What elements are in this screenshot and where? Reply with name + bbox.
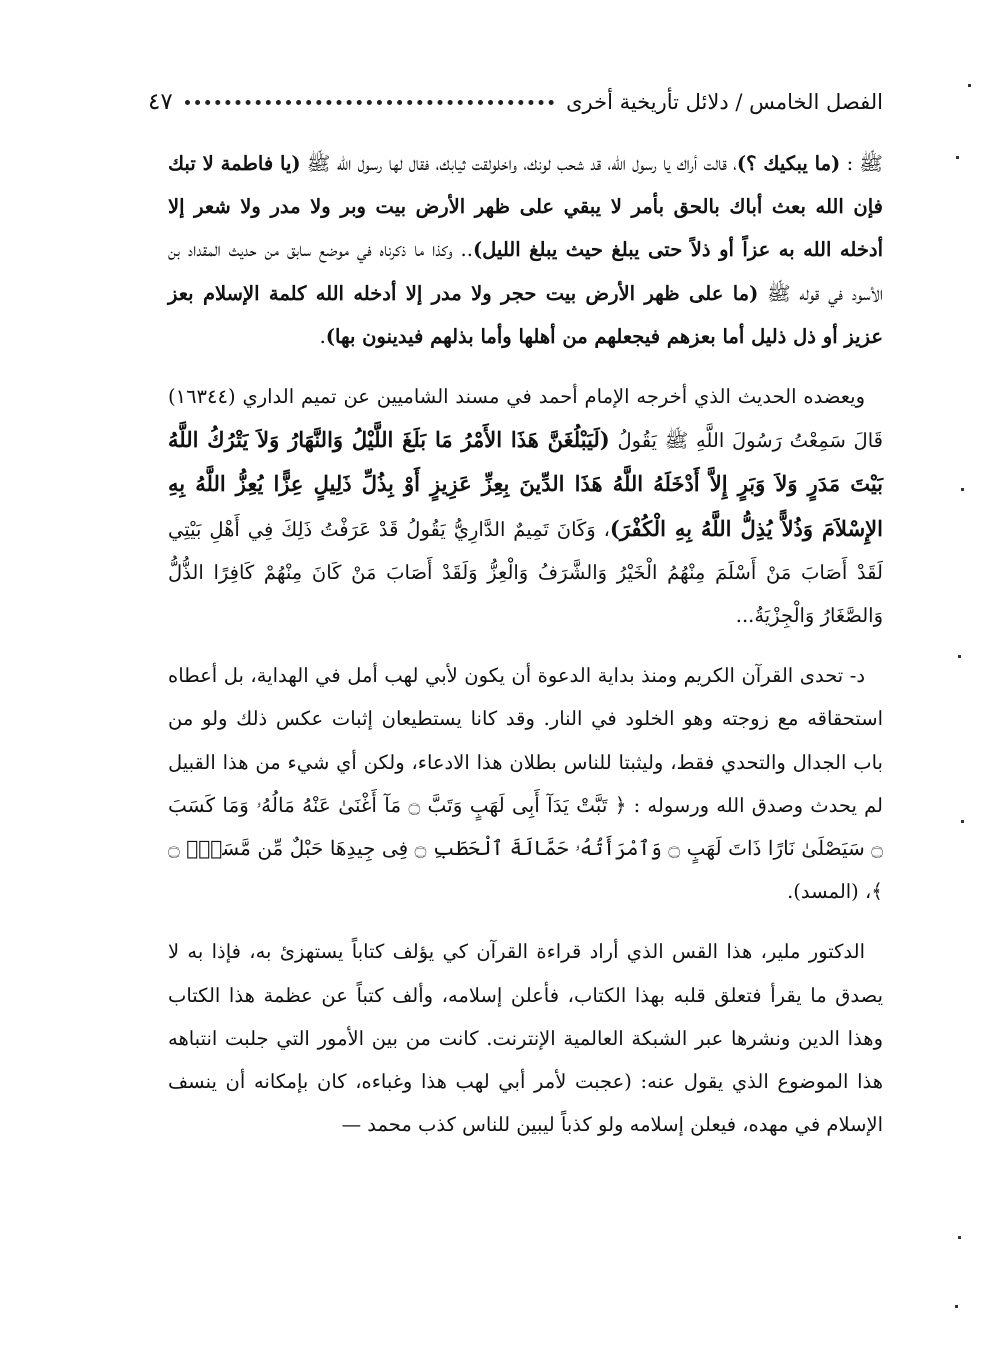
p1-hadith-fatima: (يا فاطمة لا تبك فإن الله بعث أباك بالحق بأمر لا يبقي على ظهر الأرض بيت وبر ولا مدر ولا شعر إلا أدخله الله به عزاً أو ذلاً حتى يبلغ حيث يبلغ الليل)	[168, 152, 883, 262]
p1-hadith-miqdad: (ما على ظهر الأرض بيت حجر ولا مدر إلا أدخله الله كلمة الإسلام بعز عزيز أو ذل ذليل أما بعزهم فيجعلهم من أهلها وأما بذلهم فيدينون بها)	[168, 281, 883, 348]
p3-segment-1: د- تحدى القرآن الكريم ومنذ بداية الدعوة أن يكون لأبي لهب أمل في الهداية، بل أعطاه استحقاقه مع زوجته وهو الخلود في النار. وقد كانا يستطيعان إثبات عكس ذلك ولو من باب الجدال والتحدي فقط، وليثبتا للناس بطلان هذا الادعاء، ولكن أي شيء من هذا القبيل لم يحدث وصدق الله ورسوله :	[168, 664, 883, 817]
scan-speck	[958, 1236, 961, 1239]
p3-segment-3: ، (المسد).	[787, 880, 872, 904]
p1-quote-question: (ما يبكيك ؟)	[736, 152, 841, 175]
scan-speck	[968, 84, 971, 87]
scan-speck	[961, 820, 964, 823]
running-header	[148, 82, 883, 122]
scan-speck	[961, 488, 964, 491]
page-body	[168, 142, 883, 1146]
paragraph-2	[168, 375, 883, 637]
p2-hadith-vocalized: (لَيَبْلُغَنَّ هَذَا الأَمْرُ مَا بَلَغَ اللَّيْلُ وَالنَّهَارُ وَلاَ يَتْرُكُ اللَّهُ بَيْتَ مَدَرٍ وَلاَ وَبَرٍ إِلاَّ أَدْخَلَهُ اللَّهُ هَذَا الدِّينَ بِعِزِّ عَزِيزٍ أَوْ بِذُلِّ ذَلِيلٍ عِزًّا يُعِزُّ اللَّهُ بِهِ الإِسْلاَمَ وَذُلاًّ يُذِلُّ اللَّهُ بِهِ الْكُفْرَ)	[168, 427, 883, 541]
scan-speck	[955, 1305, 958, 1308]
p3-quran-verses: ﴿ تَبَّتْ يَدَآ أَبِى لَهَبٍ وَتَبَّ ۝ مَآ أَغْنَىٰ عَنْهُ مَالُهُۥ وَمَا كَسَبَ ۝ سَيَصْلَىٰ نَارًا ذَاتَ لَهَبٍ ۝ وَٱمْرَأَتُهُۥ حَمَّالَةَ ٱلْحَطَبِ ۝ فِى جِيدِهَا حَبْلٌ مِّن مَّسَدٍۭ ۝ ﴾	[168, 792, 883, 904]
paragraph-3	[168, 654, 883, 913]
page-number: ٤٧	[148, 89, 173, 115]
scan-speck	[958, 655, 961, 658]
p1-segment-3: ، قالت أراك يا رسول الله، قد شحب لونك، واخلولقت ثيابك، فقال لها رسول الله ﷺ	[300, 152, 737, 175]
p1-segment-5: .. وكذا ما ذكرناه في موضع سابق من حديث المقداد بن الأسود في قوله ﷺ	[168, 238, 883, 305]
p2-segment-3: ، وَكَانَ تَمِيمٌ الدَّارِيُّ يَقُولُ قَدْ عَرَفْتُ ذَلِكَ فِي أَهْلِ بَيْتِي لَقَدْ أَصَابَ مَنْ أَسْلَمَ مِنْهُمُ الْخَيْرُ وَالشَّرَفُ وَالْعِزُّ وَلَقَدْ أَصَابَ مَنْ كَانَ مِنْهُمْ كَافِرًا الذُّلُّ وَالصَّغَارُ وَالْجِزْيَةُ...	[168, 517, 883, 628]
scan-speck	[956, 156, 959, 159]
dotted-leader	[185, 100, 554, 105]
p2-segment-1: ويعضده الحديث الذي أخرجه الإمام أحمد في مسند الشاميين عن تميم الداري (١٦٣٤٤) قَالَ سَمِعْتُ رَسُولَ اللَّهِ ﷺ يَقُولُ	[168, 385, 883, 453]
paragraph-1	[168, 142, 883, 358]
p4-segment-1: الدكتور ملير، هذا القس الذي أراد قراءة القرآن كي يؤلف كتاباً يستهزئ به، فإذا به لا يصدق ما يقرأ فتعلق قلبه بهذا الكتاب، فأعلن إسلامه، وألف كتباً عن عظمة هذا الكتاب وهذا الدين ونشرها عبر الشبكة العالمية الإنترنت. كانت من بين الأمور التي جلبت انتباهه هذا الموضوع الذي يقول عنه: (عجبت لأمر أبي لهب هذا وغباءه، كان بإمكانه أن ينسف الإسلام في مهده، فيعلن إسلامه ولو كذباً ليبين للناس كذب محمد —	[168, 940, 883, 1137]
p1-segment-7: .	[319, 324, 326, 348]
chapter-title: الفصل الخامس / دلائل تأريخية أخرى	[566, 90, 883, 114]
p1-segment-1: ﷺ :	[840, 152, 883, 175]
paragraph-4	[168, 930, 883, 1146]
